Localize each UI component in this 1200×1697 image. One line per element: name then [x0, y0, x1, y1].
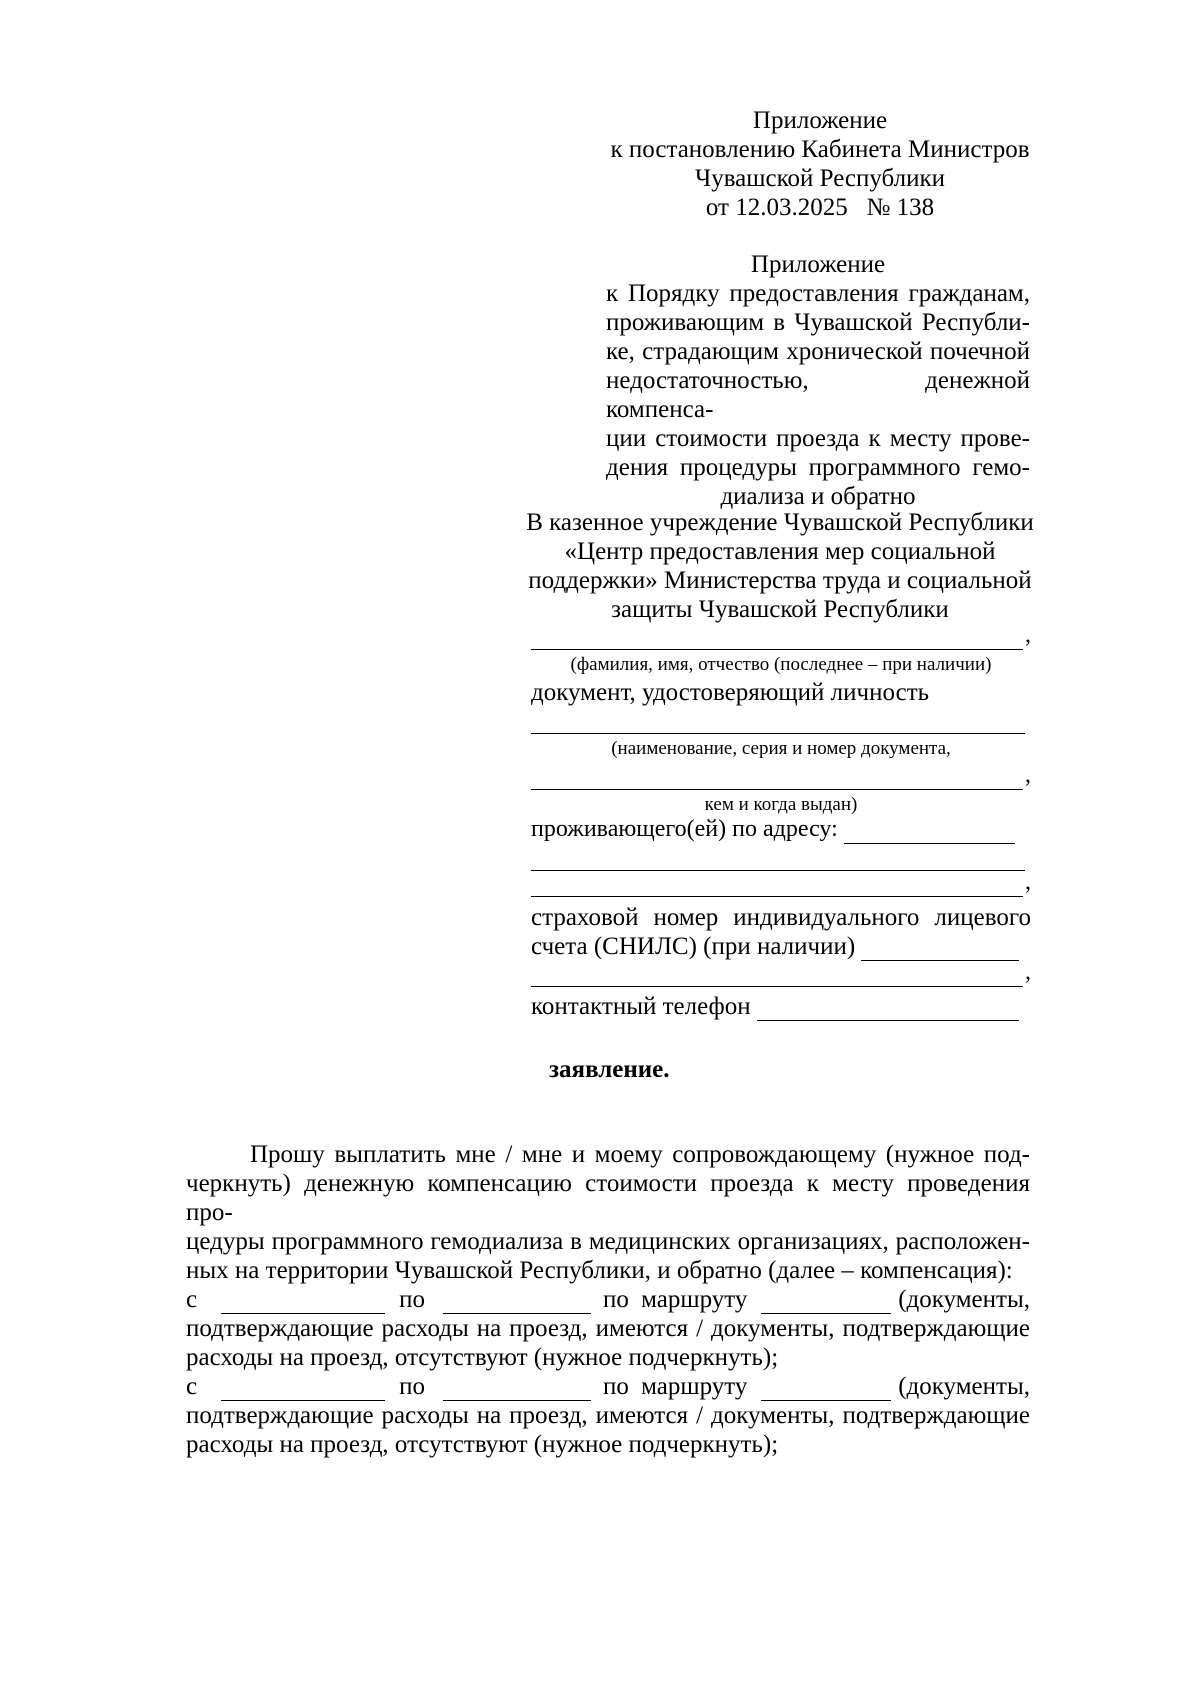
header2-line: дения процедуры программного гемо- — [606, 454, 1030, 481]
route-line-2: подтверждающие расходы на проезд, имеются / документы, подтверждающие — [186, 1315, 1030, 1342]
route-input[interactable] — [761, 1291, 891, 1314]
route-docs-label: (документы, — [898, 1286, 1030, 1313]
header2-line: проживающим в Чувашской Республи- — [606, 309, 1030, 336]
address-comma: , — [1025, 869, 1031, 895]
address-label: проживающего(ей) по адресу: — [531, 816, 838, 842]
doc-input-line-1[interactable] — [531, 707, 1025, 734]
route-line-3: расходы на проезд, отсутствуют (нужное подчеркнуть); — [186, 1344, 779, 1371]
header1-line: к постановлению Кабинета Министров — [610, 136, 1030, 163]
route-docs-label: (документы, — [898, 1373, 1030, 1400]
fio-row — [531, 622, 1031, 650]
route-label: по маршруту — [603, 1286, 748, 1313]
fio-comma: , — [1025, 622, 1031, 648]
document-title: заявление. — [549, 1056, 670, 1083]
header2-line: недостаточностью, денежной компенса- — [606, 367, 1030, 423]
route-to-label: по — [399, 1373, 425, 1400]
header2-last-line: диализа и обратно — [720, 483, 916, 510]
route-label: по маршруту — [603, 1373, 748, 1400]
route-input[interactable] — [761, 1378, 891, 1401]
body-line: черкнуть) денежную компенсацию стоимости проезда к месту проведения про- — [186, 1170, 1030, 1226]
route-to-label: по — [399, 1286, 425, 1313]
snils-row — [531, 932, 1031, 961]
header2-title: Приложение — [750, 251, 886, 278]
route-row-1 — [186, 1285, 1030, 1314]
fio-caption: (фамилия, имя, отчество (последнее – при наличии) — [570, 654, 992, 675]
address-input-line-2[interactable] — [531, 844, 1025, 871]
body-line: Прошу выплатить мне / мне и моему сопровождающему (нужное под- — [250, 1141, 1030, 1168]
header1-line: Приложение — [752, 107, 888, 134]
route-row-2 — [186, 1372, 1030, 1401]
route-from-input[interactable] — [221, 1291, 385, 1314]
addressee-line: В казенное учреждение Чувашской Республики — [526, 509, 1034, 536]
route-line-3: расходы на проезд, отсутствуют (нужное подчеркнуть); — [186, 1431, 779, 1458]
doc-input-line-2[interactable] — [531, 767, 1023, 790]
application-body — [186, 1140, 1030, 1459]
header1-line: от 12.03.2025 № 138 — [705, 194, 935, 221]
doc-label: документ, удостоверяющий личность — [531, 679, 930, 706]
fio-input-line[interactable] — [531, 627, 1023, 650]
route-from-label: с — [186, 1373, 198, 1400]
address-input-line-1[interactable] — [844, 821, 1015, 844]
address-row-3 — [531, 871, 1031, 897]
header1-line: Чувашской Республики — [694, 165, 946, 192]
doc-caption-1: (наименование, серия и номер документа, — [611, 738, 951, 759]
address-row — [531, 816, 1031, 844]
snils-input-line-1[interactable] — [861, 938, 1019, 961]
addressee-line: «Центр предоставления мер социальной — [564, 538, 996, 565]
snils-input-line-2[interactable] — [531, 964, 1023, 987]
phone-label: контактный телефон — [531, 993, 751, 1020]
body-line: цедуры программного гемодиализа в медицинских организациях, расположен- — [186, 1228, 1030, 1255]
doc-row-2 — [531, 764, 1031, 790]
addressee-line: защиты Чувашской Республики — [611, 596, 949, 623]
header2-line: к Порядку предоставления гражданам, — [606, 280, 1030, 307]
route-from-label: с — [186, 1286, 198, 1313]
header-appendix-decree — [600, 106, 1040, 222]
applicant-form — [531, 622, 1031, 1021]
route-from-input[interactable] — [221, 1378, 385, 1401]
body-line: ных на территории Чувашской Республики, и обратно (далее – компенсация): — [186, 1257, 1013, 1284]
snils-label-line-1: страховой номер индивидуального лицевого — [531, 904, 1031, 931]
snils-row-2 — [531, 961, 1031, 987]
header2-line: ции стоимости проезда к месту прове- — [606, 425, 1030, 452]
snils-comma: , — [1025, 959, 1031, 985]
doc-comma: , — [1025, 762, 1031, 788]
header-appendix-procedure — [606, 250, 1030, 511]
phone-input-line[interactable] — [757, 998, 1019, 1021]
phone-row — [531, 989, 1031, 1021]
route-to-input[interactable] — [443, 1378, 591, 1401]
route-line-2: подтверждающие расходы на проезд, имеются / документы, подтверждающие — [186, 1402, 1030, 1429]
header2-line: ке, страдающим хронической почечной — [606, 338, 1030, 365]
addressee-line: поддержки» Министерства труда и социальной — [528, 567, 1032, 594]
route-to-input[interactable] — [443, 1291, 591, 1314]
snils-label-line-2: счета (СНИЛС) (при наличии) — [531, 933, 856, 960]
doc-caption-2: кем и когда выдан) — [704, 794, 858, 815]
address-input-line-3[interactable] — [531, 874, 1023, 897]
addressee-block — [520, 508, 1040, 624]
